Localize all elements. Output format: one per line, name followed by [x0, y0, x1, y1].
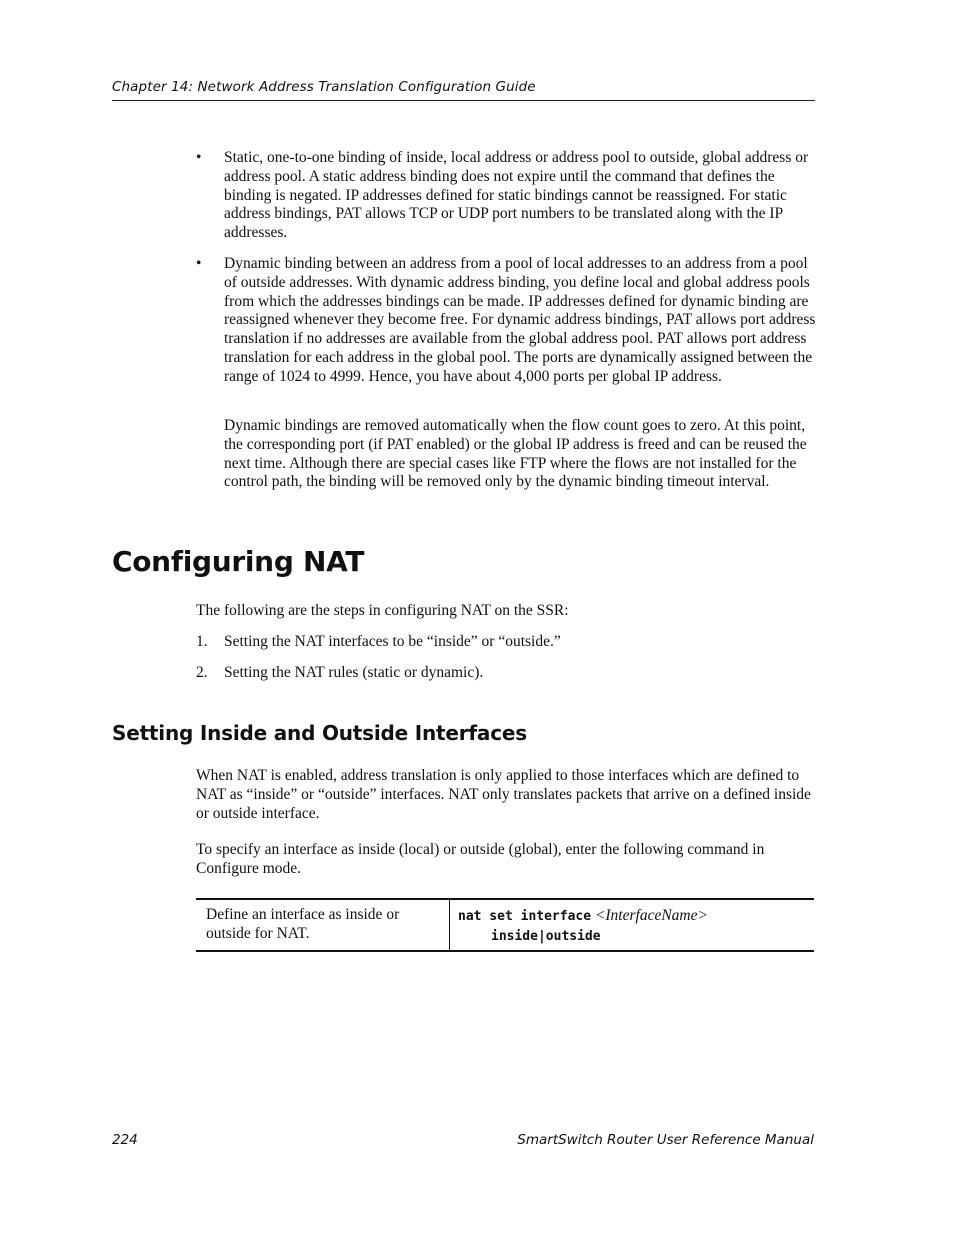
- command-description: Define an interface as inside or outside for NAT.: [206, 906, 400, 942]
- interfaces-para-1: When NAT is enabled, address translation is only applied to those interfaces which are defined to NAT as “inside” or “outside” interfaces. NAT only translates packets that arrive on a defined inside or outside interface.: [196, 767, 811, 822]
- configuring-intro: The following are the steps in configuring NAT on the SSR:: [196, 602, 569, 619]
- step-item: Setting the NAT interfaces to be “inside” or “outside.”: [224, 633, 561, 650]
- interfaces-para-2: To specify an interface as inside (local) or outside (global), enter the following command in Configure mode.: [196, 841, 765, 877]
- bullet-symbol: •: [196, 149, 202, 166]
- heading-configuring-nat: Configuring NAT: [112, 545, 365, 578]
- step-number: 1.: [196, 633, 208, 650]
- step-item: Setting the NAT rules (static or dynamic).: [224, 664, 484, 681]
- bullet-symbol: •: [196, 255, 202, 272]
- running-header: Chapter 14: Network Address Translation Configuration Guide: [112, 79, 536, 95]
- command-options: inside|outside: [491, 929, 601, 944]
- bullet-dynamic-binding: Dynamic binding between an address from a pool of local addresses to an address from a pool of outside addresses. With dynamic address binding, you define local and global address pools from which the addresses bindings can be made. IP addresses defined for dynamic binding are reassigned whenever they become free. For dynamic address bindings, PAT allows port address translation if no addresses are available from the global address pool. PAT allows port address translation for each address in the global pool. The ports are dynamically assigned between the range of 1024 to 4999. Hence, you have about 4,000 ports per global IP address.: [224, 255, 816, 385]
- step-number: 2.: [196, 664, 208, 681]
- command-table: [196, 898, 814, 952]
- command-keyword: nat set interface: [458, 909, 592, 924]
- manual-title: SmartSwitch Router User Reference Manual: [517, 1132, 814, 1148]
- command-syntax: [458, 906, 808, 946]
- table-divider: [449, 900, 450, 950]
- command-parameter: <InterfaceName>: [594, 907, 708, 924]
- header-rule: [112, 100, 815, 101]
- page-number: 224: [112, 1132, 138, 1148]
- bullet-static-binding: Static, one-to-one binding of inside, local address or address pool to outside, global address or address pool. A static address binding does not expire until the command that defines the binding is negated. IP addresses defined for static bindings cannot be reassigned. For static address bindings, PAT allows TCP or UDP port numbers to be translated along with the IP addresses.: [224, 149, 809, 242]
- heading-setting-interfaces: Setting Inside and Outside Interfaces: [112, 721, 527, 745]
- dynamic-binding-note: Dynamic bindings are removed automatically when the flow count goes to zero. At this point, the corresponding port (if PAT enabled) or the global IP address is freed and can be reused the next time. Although there are special cases like FTP where the flows are not installed for the control path, the binding will be removed only by the dynamic binding timeout interval.: [224, 417, 807, 491]
